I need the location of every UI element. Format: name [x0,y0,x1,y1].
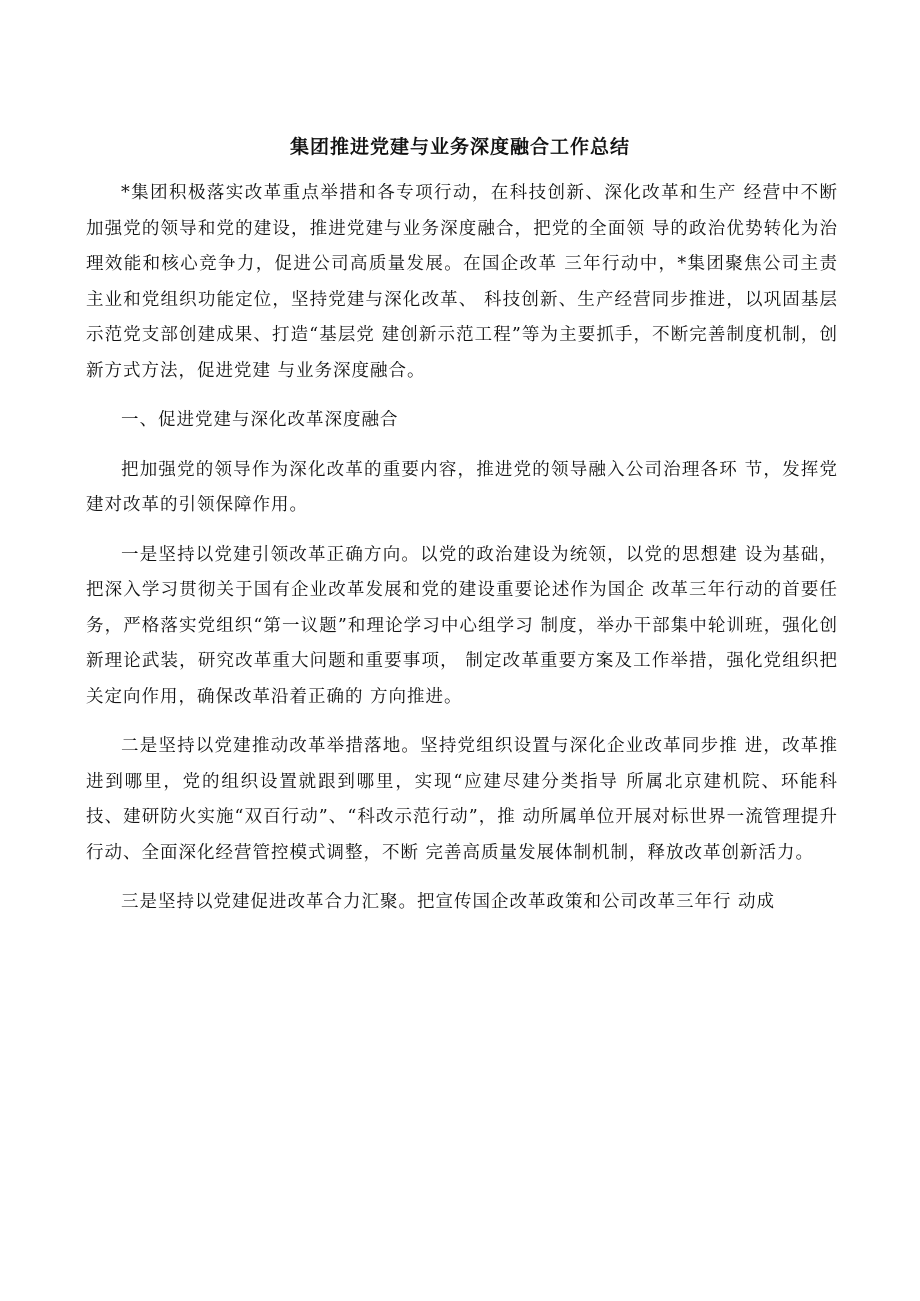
section-1-intro-paragraph: 把加强党的领导作为深化改革的重要内容，推进党的领导融入公司治理各环 节，发挥党建对改革的引领保障作用。 [86,459,838,515]
point-1-paragraph: 一是坚持以党建引领改革正确方向。以党的政治建设为统领，以党的思想建 设为基础，把深入学习贯彻关于国有企业改革发展和党的建设重要论述作为国企 改革三年行动的首要任务，严格落实党组织“第一议题”和理论学习中心组学习 制度，举办干部集中轮训班，强化创新理论武装，研究改革重大问题和重要事项， 制定改革重要方案及工作举措，强化党组织把关定向作用，确保改革沿着正确的 方向推进。 [86,544,838,707]
intro-paragraph: *集团积极落实改革重点举措和各专项行动，在科技创新、深化改革和生产 经营中不断加强党的领导和党的建设，推进党建与业务深度融合，把党的全面领 导的政治优势转化为治理效能和核心竞争力，促进公司高质量发展。在国企改革 三年行动中，*集团聚焦公司主责主业和党组织功能定位，坚持党建与深化改革、 科技创新、生产经营同步推进，以巩固基层示范党支部创建成果、打造“基层党 建创新示范工程”等为主要抓手，不断完善制度机制，创新方式方法，促进党建 与业务深度融合。 [86,183,838,381]
section-heading-1: 一、促进党建与深化改革深度融合 [121,410,399,430]
document-title: 集团推进党建与业务深度融合工作总结 [289,136,630,158]
point-3-paragraph: 三是坚持以党建促进改革合力汇聚。把宣传国企改革政策和公司改革三年行 动成 [121,892,776,912]
document-body [86,176,838,935]
point-2-paragraph: 二是坚持以党建推动改革举措落地。坚持党组织设置与深化企业改革同步推 进，改革推进到哪里，党的组织设置就跟到哪里，实现“应建尽建分类指导 所属北京建机院、环能科技、建研防火实施“双百行动”、“科改示范行动”，推 动所属单位开展对标世界一流管理提升行动、全面深化经营管控模式调整，不断 完善高质量发展体制机制，释放改革创新活力。 [86,736,838,863]
